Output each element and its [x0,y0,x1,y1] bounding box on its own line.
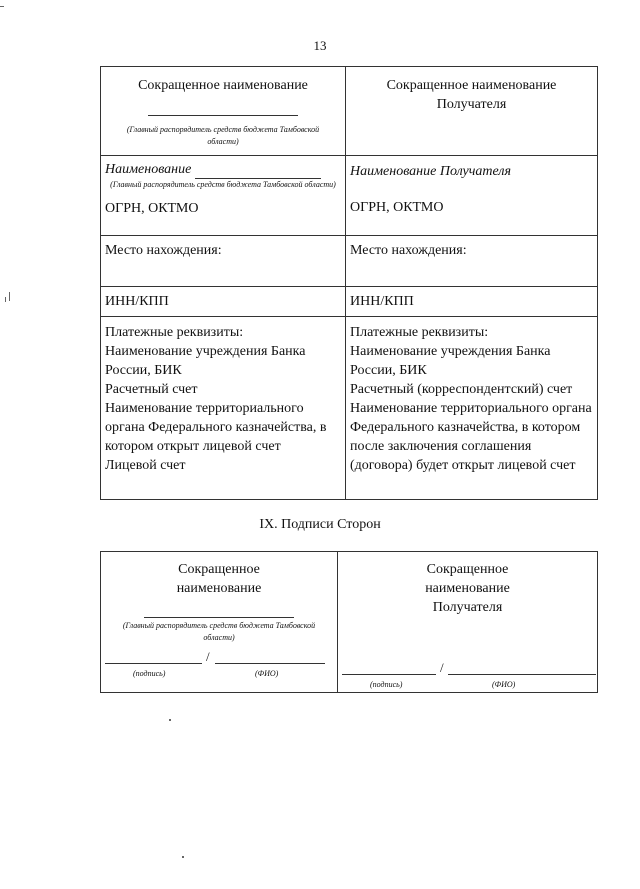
fio-caption: (ФИО) [492,680,516,689]
recipient-payment-line: Платежные реквизиты: [350,325,489,340]
grantor-payment-line: Лицевой счет [105,458,186,473]
recipient-signature-cell [338,552,598,693]
grantor-short-name-title: Сокращенное наименование [138,78,308,93]
grantor-name-line [195,166,321,179]
party-details-table [100,66,598,500]
grantor-note: (Главный распорядитель средств бюджета Тамбовской области) [126,125,320,146]
grantor-inn-cell [101,287,346,317]
grantor-sign-title: Сокращенное наименование [176,562,262,596]
scan-mark [5,297,6,302]
grantor-payment-line: Платежные реквизиты: [105,325,244,340]
recipient-location-cell [346,236,598,287]
recipient-payment-line: Расчетный (корреспондентский) счет [350,382,573,397]
sign-caption: (подпись) [133,669,166,678]
grantor-payment-line: Наименование учреждения Банка России, БИК [105,344,306,378]
signatures-table [100,551,598,693]
recipient-name-label: Наименование Получателя [350,164,512,179]
grantor-signature-cell [101,552,338,693]
recipient-name-cell [346,156,598,236]
grantor-short-name-line [148,95,298,116]
grantor-ids: ОГРН, ОКТМО [105,201,199,216]
grantor-short-name-cell [101,67,346,156]
grantor-name-cell [101,156,346,236]
signatures-row [101,552,598,693]
scan-mark [182,856,184,858]
slash: / [206,649,210,664]
name-row [101,156,598,236]
recipient-short-name-cell [346,67,598,156]
grantor-inn-label: ИНН/КПП [105,294,169,309]
recipient-signature-lines [342,661,593,675]
grantor-payment-line: Наименование территориального органа Федерального казначейства, в котором открыт лицевой счет [105,401,327,454]
scan-mark [0,6,4,7]
grantor-payment-cell [101,317,346,500]
fio-caption: (ФИО) [255,669,279,678]
slash: / [440,660,444,675]
grantor-signature-lines [105,650,333,664]
recipient-signature-captions [342,675,593,687]
grantor-payment-line: Расчетный счет [105,382,198,397]
grantor-location-label: Место нахождения: [105,243,222,258]
recipient-payment-line: Наименование учреждения Банка России, БИК [350,344,551,378]
scan-mark [169,719,171,721]
recipient-ids: ОГРН, ОКТМО [350,200,444,215]
grantor-name-note: (Главный распорядитель средств бюджета Тамбовской области) [110,180,336,189]
grantor-name-label: Наименование [105,162,192,177]
recipient-payment-cell [346,317,598,500]
section-title: IX. Подписи Сторон [259,517,381,532]
header-row [101,67,598,156]
sign-caption: (подпись) [370,680,403,689]
recipient-short-name-title: Сокращенное наименование Получателя [386,78,557,112]
recipient-inn-cell [346,287,598,317]
payment-row [101,317,598,500]
grantor-sign-name-line [144,598,294,618]
grantor-signature-captions [105,664,333,676]
location-row [101,236,598,287]
recipient-payment-line: Наименование территориального органа Федерального казначейства, в котором после заключения соглашения (договора) будет открыт лицевой счет [350,401,592,473]
inn-row [101,287,598,317]
recipient-location-label: Место нахождения: [350,243,467,258]
scan-mark [9,292,10,301]
recipient-sign-title: Сокращенное наименование Получателя [425,562,510,615]
page-number: 13 [313,38,327,53]
grantor-location-cell [101,236,346,287]
recipient-inn-label: ИНН/КПП [350,294,414,309]
grantor-sign-note: (Главный распорядитель средств бюджета Тамбовской области) [122,621,316,642]
